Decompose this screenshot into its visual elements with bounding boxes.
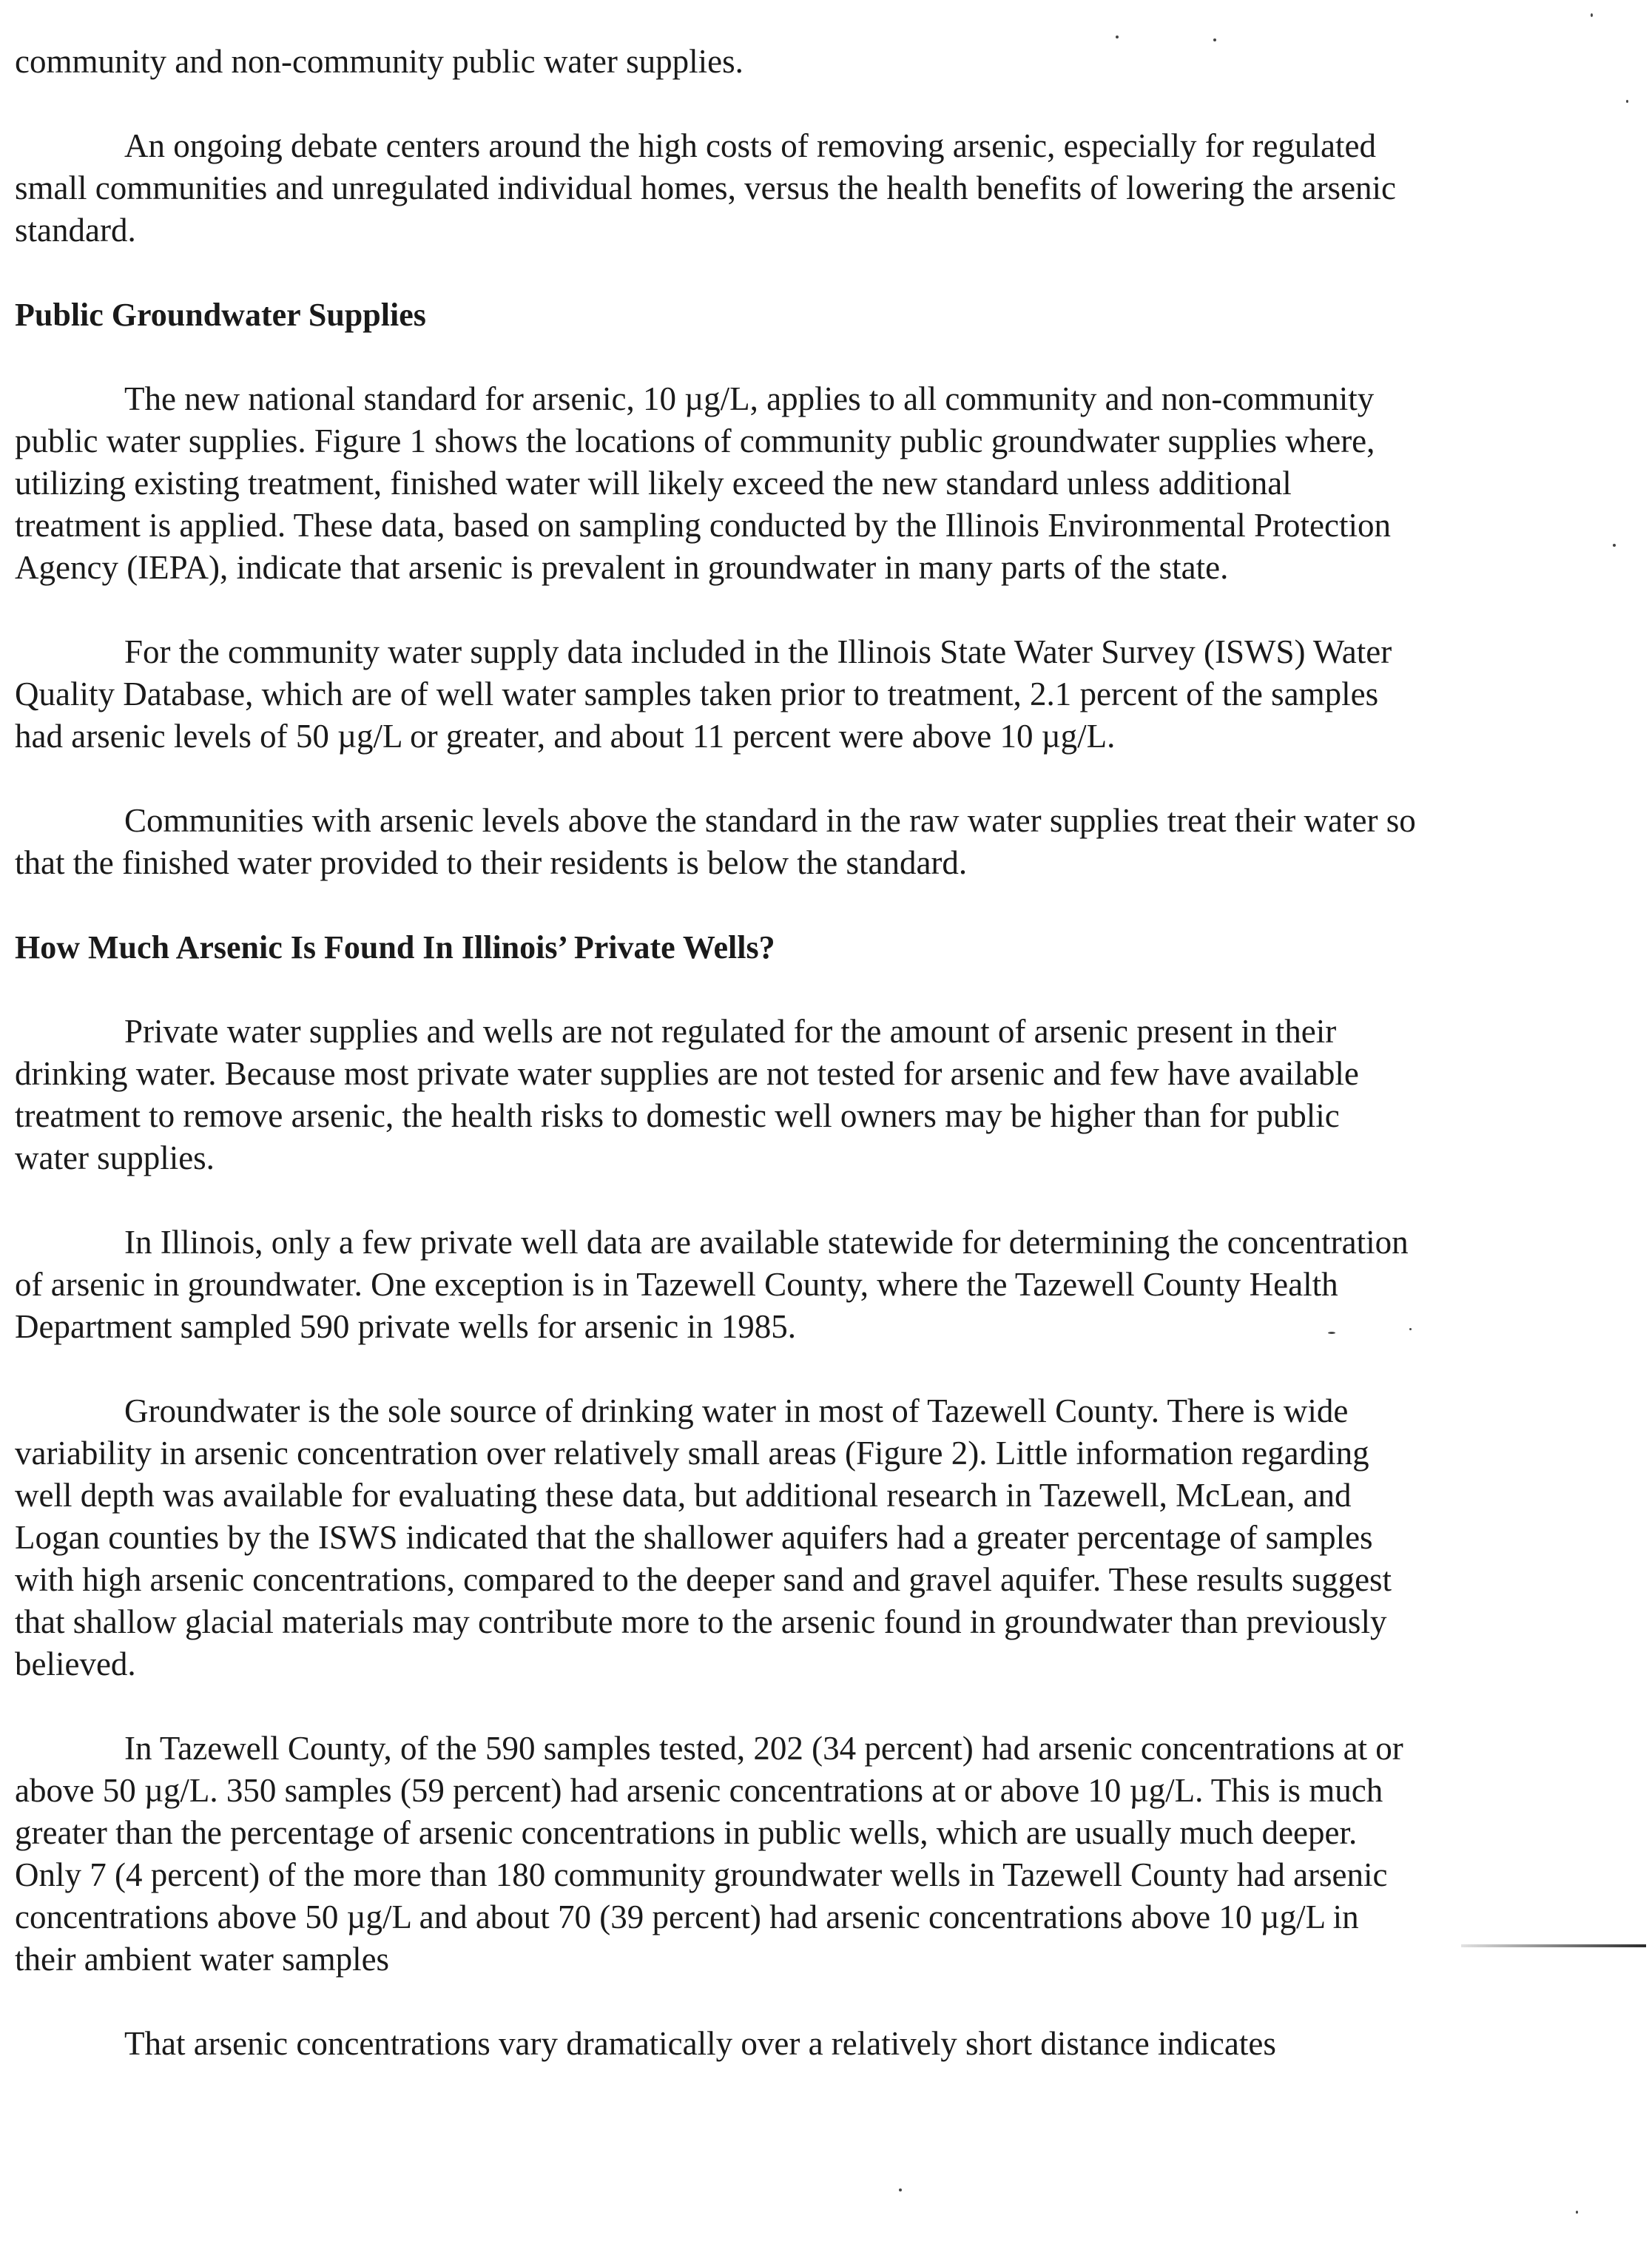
- scan-speck: [1409, 1328, 1412, 1330]
- paragraph-private-supplies: Private water supplies and wells are not regulated for the amount of arsenic present in their drinking water. Because most private water supplies are not tested for arsenic and few have available treatment to remove arsenic, the health risks to domestic well owners may be higher than for public water supplies.: [15, 1013, 1359, 1176]
- scan-speck: [1116, 36, 1119, 38]
- scan-speck: [1591, 13, 1593, 17]
- scan-speck: [1613, 544, 1616, 547]
- spacer: [15, 589, 1420, 631]
- spacer: [15, 1179, 1420, 1222]
- spacer: [15, 83, 1420, 125]
- paragraph-tazewell-exception: In Illinois, only a few private well data are available statewide for determining the concentration of arsenic in groundwater. One exception is in Tazewell County, where the Tazewell County Health Department sampled 590 private wells for arsenic in 1985.: [15, 1224, 1409, 1345]
- heading-public-groundwater-supplies: Public Groundwater Supplies: [15, 297, 426, 333]
- spacer: [15, 758, 1420, 800]
- scan-speck: [1576, 2211, 1578, 2214]
- paragraph-arsenic-debate: An ongoing debate centers around the high costs of removing arsenic, especially for regulated small communities and unregulated individual homes, versus the health benefits of lowering the arsenic standard.: [15, 127, 1397, 249]
- paragraph-continuation: community and non-community public water supplies.: [15, 43, 744, 80]
- paragraph-concentration-variation: That arsenic concentrations vary dramatically over a relatively short distance indicates: [124, 2025, 1276, 2062]
- spacer: [15, 252, 1420, 294]
- scan-speck: [899, 2188, 902, 2191]
- document-page: [15, 41, 1420, 2065]
- spacer: [15, 336, 1420, 378]
- paragraph-tazewell-samples: In Tazewell County, of the 590 samples tested, 202 (34 percent) had arsenic concentrations at or above 50 µg/L. 350 samples (59 percent) had arsenic concentrations at or above 10 µg/L. This is much greater than the percentage of arsenic concentrations in public wells, which are usually much deeper. Only 7 (4 percent) of the more than 180 community groundwater wells in Tazewell County had arsenic concentrations above 50 µg/L and about 70 (39 percent) had arsenic concentrations above 10 µg/L in their ambient water samples: [15, 1730, 1403, 1978]
- scan-speck: [1213, 38, 1216, 41]
- scan-speck: [1328, 1332, 1335, 1334]
- paragraph-isws-database: For the community water supply data included in the Illinois State Water Survey (ISWS) Water Quality Database, which are of well water samples taken prior to treatment, 2.1 percent of the samples had arsenic levels of 50 µg/L or greater, and about 11 percent were above 10 µg/L.: [15, 633, 1392, 755]
- paragraph-groundwater-source: Groundwater is the sole source of drinking water in most of Tazewell County. There is wide variability in arsenic concentration over relatively small areas (Figure 2). Little information regarding well depth was available for evaluating these data, but additional research in Tazewell, McLean, and Logan counties by the ISWS indicated that the shallower aquifers had a greater percentage of samples with high arsenic concentrations, compared to the deeper sand and gravel aquifer. These results suggest that shallow glacial materials may contribute more to the arsenic found in groundwater than previously believed.: [15, 1392, 1392, 1682]
- spacer: [15, 968, 1420, 1011]
- heading-private-wells: How Much Arsenic Is Found In Illinois’ Private Wells?: [15, 929, 775, 966]
- spacer: [15, 1348, 1420, 1390]
- scan-mark: [1461, 1944, 1646, 1947]
- spacer: [15, 1981, 1420, 2023]
- spacer: [15, 1685, 1420, 1728]
- paragraph-communities-treatment: Communities with arsenic levels above the standard in the raw water supplies treat their water so that the finished water provided to their residents is below the standard.: [15, 802, 1416, 881]
- paragraph-national-standard: The new national standard for arsenic, 10 µg/L, applies to all community and non-community public water supplies. Figure 1 shows the locations of community public groundwater supplies where, utilizing existing treatment, finished water will likely exceed the new standard unless additional treatment is applied. These data, based on sampling conducted by the Illinois Environmental Protection Agency (IEPA), indicate that arsenic is prevalent in groundwater in many parts of the state.: [15, 380, 1391, 586]
- scan-speck: [1626, 100, 1628, 103]
- spacer: [15, 884, 1420, 926]
